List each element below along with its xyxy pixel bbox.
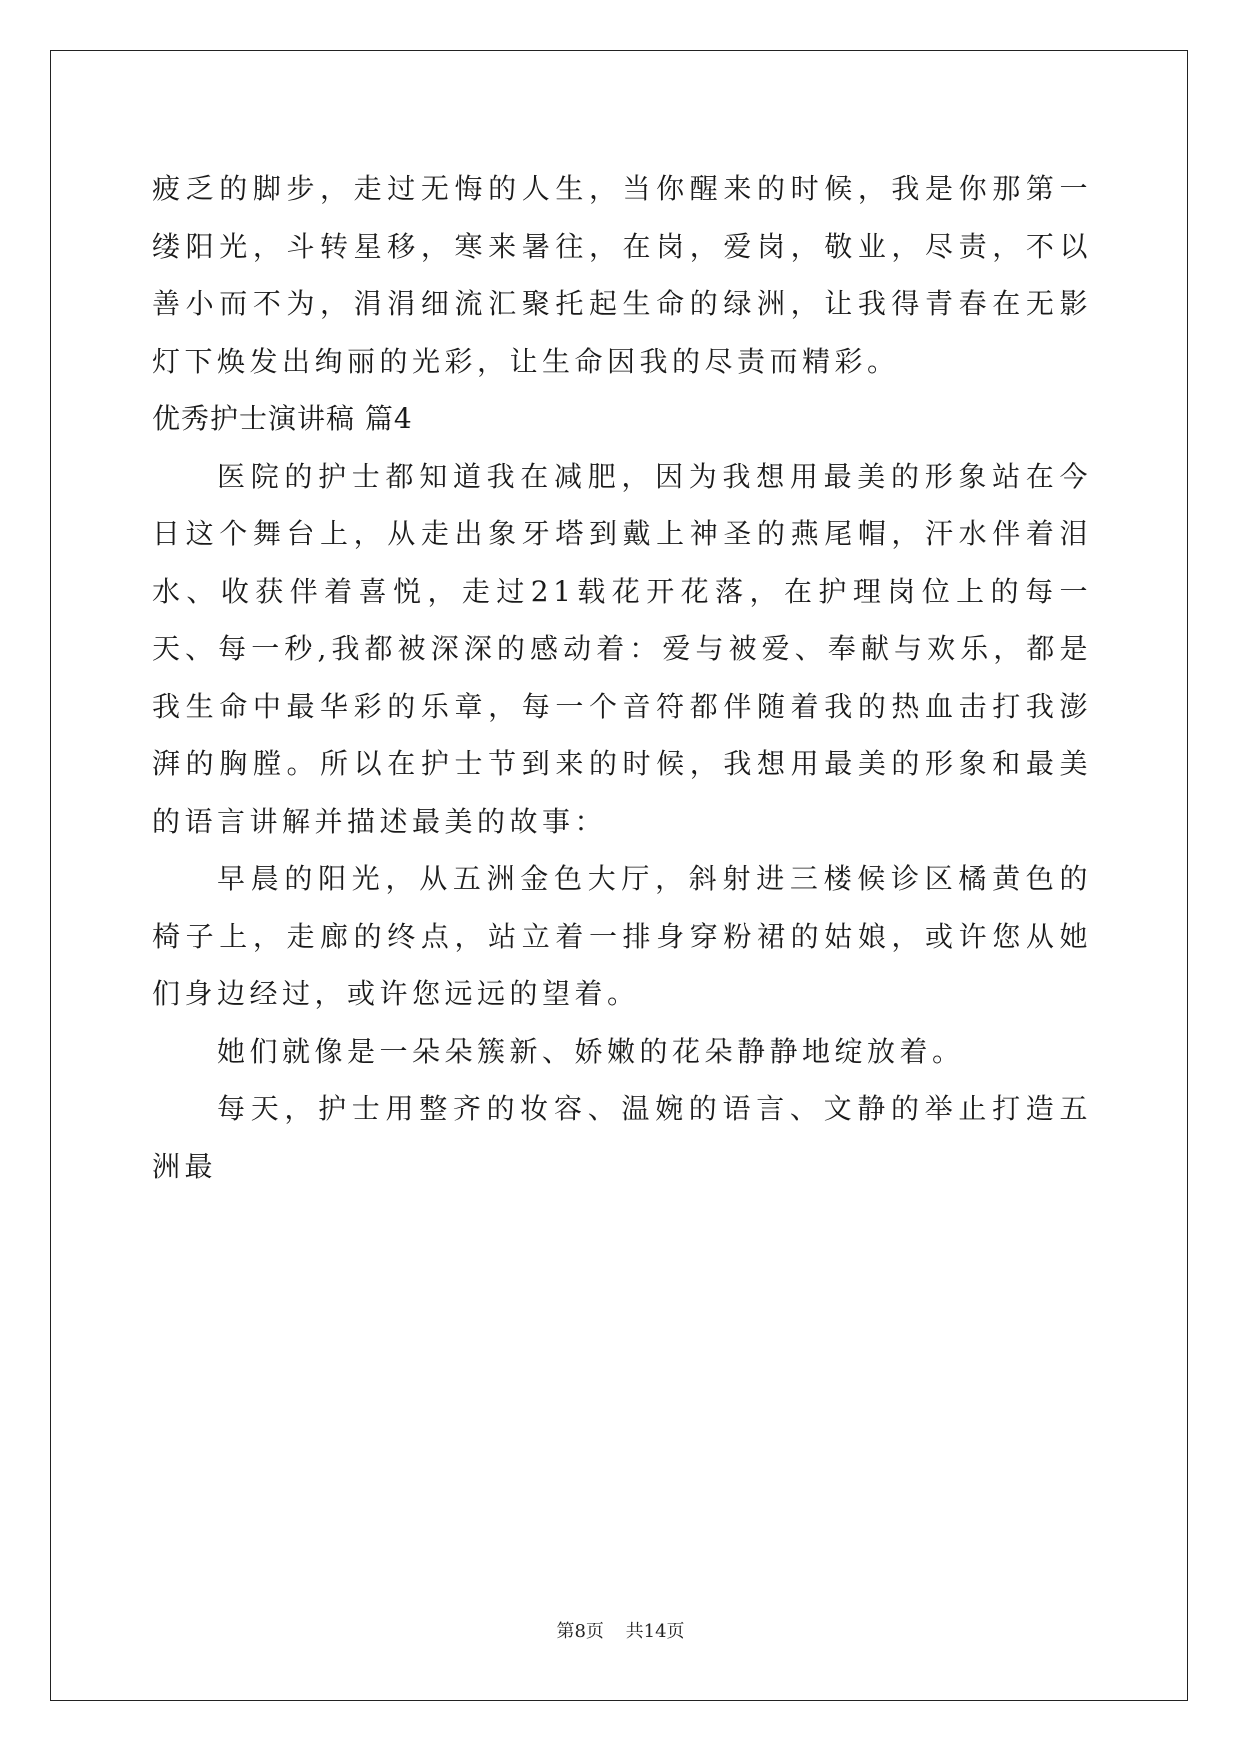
page-total: 共14页 <box>625 1621 685 1642</box>
page-footer <box>0 1617 1241 1643</box>
document-body <box>152 160 1092 1195</box>
section-heading: 优秀护士演讲稿 篇4 <box>152 402 413 435</box>
paragraph-morning: 早晨的阳光，从五洲金色大厅，斜射进三楼候诊区橘黄色的椅子上，走廊的终点，站立着一排身穿粉裙的姑娘，或许您从她们身边经过，或许您远远的望着。 <box>152 862 1092 1010</box>
paragraph-daily: 每天，护士用整齐的妆容、温婉的语言、文静的举止打造五洲最 <box>152 1092 1092 1183</box>
paragraph-flowers: 她们就像是一朵朵簇新、娇嫩的花朵静静地绽放着。 <box>217 1034 965 1068</box>
paragraph-intro: 医院的护士都知道我在减肥，因为我想用最美的形象站在今日这个舞台上，从走出象牙塔到戴上神圣的燕尾帽，汗水伴着泪水、收获伴着喜悦，走过21载花开花落，在护理岗位上的每一天、每一秒,我都被深深的感动着：爱与被爱、奉献与欢乐，都是我生命中最华彩的乐章，每一个音符都伴随着我的热血击打我澎湃的胸膛。所以在护士节到来的时候，我想用最美的形象和最美的语言讲解并描述最美的故事： <box>152 459 1092 838</box>
paragraph-continuation: 疲乏的脚步，走过无悔的人生，当你醒来的时候，我是你那第一缕阳光，斗转星移，寒来暑往，在岗，爱岗，敬业，尽责，不以善小而不为，涓涓细流汇聚托起生命的绿洲，让我得青春在无影灯下焕发出绚丽的光彩，让生命因我的尽责而精彩。 <box>152 172 1092 378</box>
page-number: 第8页 <box>556 1621 604 1642</box>
